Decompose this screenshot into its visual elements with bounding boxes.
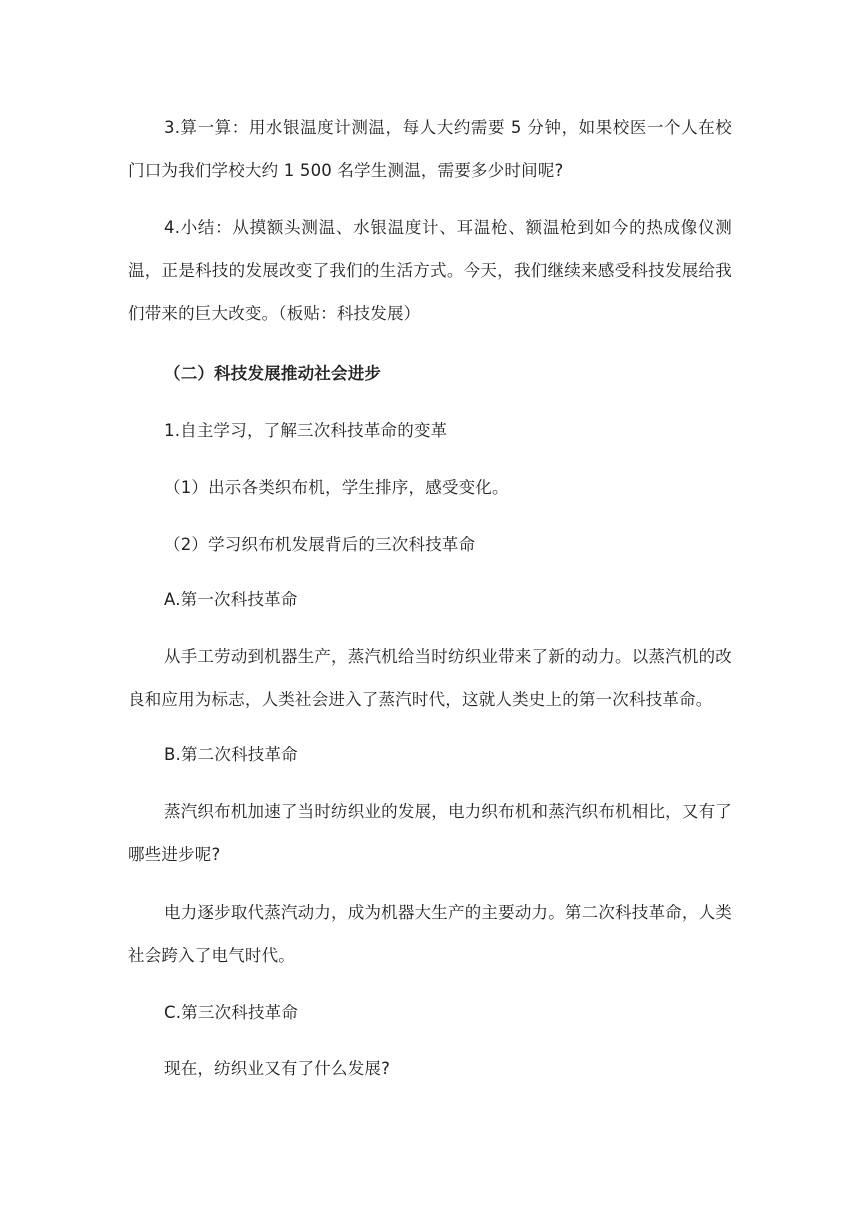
section-heading: （二）科技发展推动社会进步 (164, 364, 382, 383)
paragraph-summary: 4.小结：从摸额头测温、水银温度计、耳温枪、额温枪到如今的热成像仪测温，正是科技的发展改变了我们的生活方式。今天，我们继续来感受科技发展给我们带来的巨大改变。（板贴：科技发展） (128, 218, 732, 323)
paragraph-second-revolution: 电力逐步取代蒸汽动力，成为机器大生产的主要动力。第二次科技革命，人类社会跨入了电气时代。 (128, 903, 732, 965)
subheading-second-revolution: B.第二次科技革命 (164, 745, 298, 764)
paragraph-calculation: 3.算一算：用水银温度计测温，每人大约需要 5 分钟，如果校医一个人在校门口为我们学校大约 1 500 名学生测温，需要多少时间呢? (128, 118, 732, 180)
paragraph-three-revolutions: （2）学习织布机发展背后的三次科技革命 (164, 535, 476, 554)
paragraph-self-study: 1.自主学习，了解三次科技革命的变革 (164, 421, 448, 440)
paragraph-loom-sorting: （1）出示各类织布机，学生排序，感受变化。 (164, 478, 509, 497)
subheading-first-revolution: A.第一次科技革命 (164, 590, 298, 609)
paragraph-first-revolution: 从手工劳动到机器生产，蒸汽机给当时纺织业带来了新的动力。以蒸汽机的改良和应用为标志，人类社会进入了蒸汽时代，这就人类史上的第一次科技革命。 (128, 647, 732, 709)
paragraph-textile-question: 现在，纺织业又有了什么发展? (164, 1059, 391, 1078)
paragraph-electric-loom-question: 蒸汽织布机加速了当时纺织业的发展，电力织布机和蒸汽织布机相比，又有了哪些进步呢? (128, 802, 732, 864)
subheading-third-revolution: C.第三次科技革命 (164, 1003, 299, 1022)
